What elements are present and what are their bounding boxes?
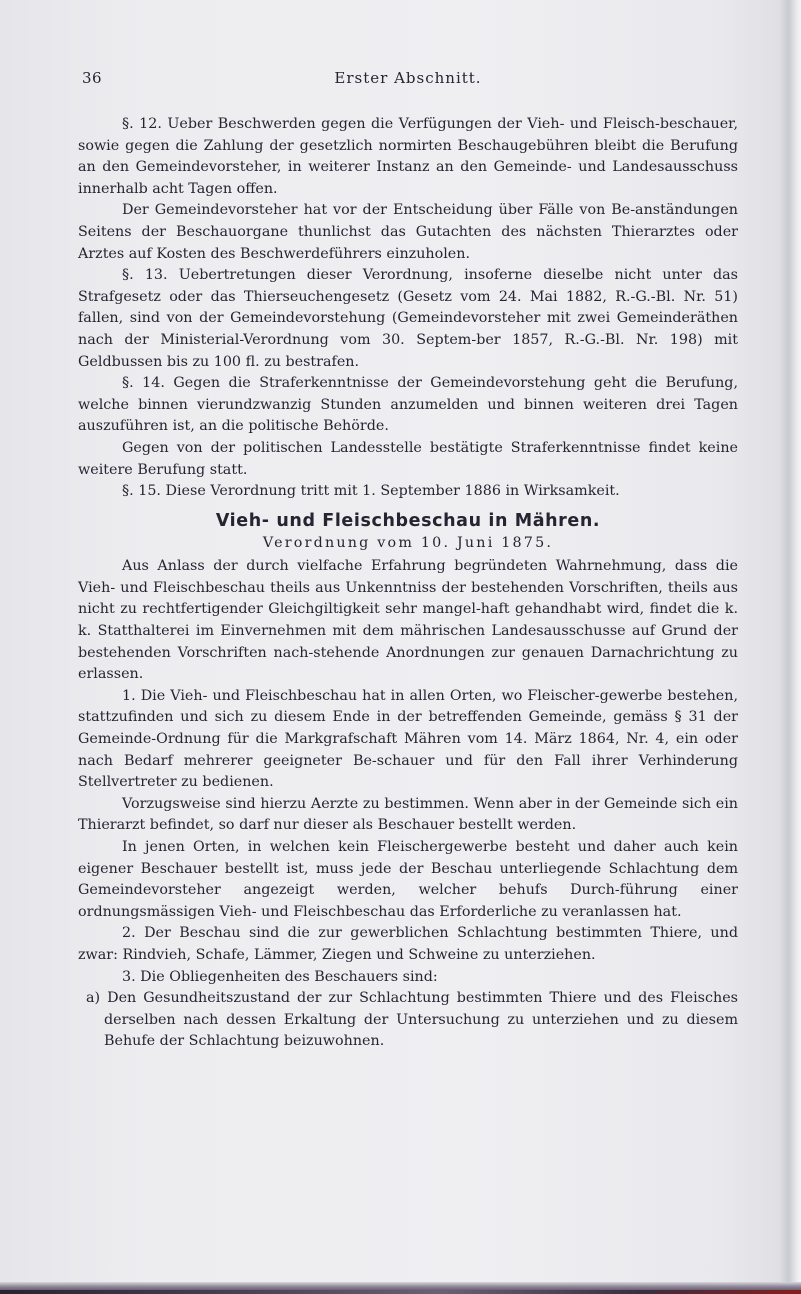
paragraph-item-3a: a) Den Gesundheitszustand der zur Schlachtung bestimmten Thiere und des Fleisches derselben nach dessen Erkaltung der Untersuchung zu unterziehen und zu diesem Behufe der Schlachtung beizuwohnen. [86, 990, 738, 1050]
page-header [78, 68, 738, 94]
paragraph-item-1: 1. Die Vieh- und Fleischbeschau hat in allen Orten, wo Fleischer-gewerbe bestehen, stattzufinden und sich zu diesem Ende in der betreffenden Gemeinde, gemäss § 31 der Gemeinde-Ordnung für die Markgrafschaft Mähren vom 14. März 1864, Nr. 4, ein oder nach Bedarf mehrerer geeigneter Be-schauer und für den Fall ihrer Verhinderung Stellvertreter zu bedienen. [78, 687, 738, 791]
page-number: 36 [82, 69, 103, 87]
paragraph-s15: §. 15. Diese Verordnung tritt mit 1. September 1886 in Wirksamkeit. [122, 483, 620, 500]
section-title: Vieh- und Fleischbeschau in Mähren. [215, 510, 601, 531]
paragraph-item-3: 3. Die Obliegenheiten des Beschauers sind: [122, 968, 438, 985]
page-content [78, 68, 738, 1053]
paragraph-s12: §. 12. Ueber Beschwerden gegen die Verfügungen der Vieh- und Fleisch-beschauer, sowie gegen die Zahlung der gesetzlich normirten Beschaugebühren bleibt die Berufung an den Gemeindevorsteher, in weiterer Instanz an den Gemeinde- und Landesausschuss innerhalb acht Tagen offen. [78, 116, 738, 197]
binding-accent [0, 1290, 801, 1294]
paragraph-s14-cont: Gegen von der politischen Landesstelle bestätigte Straferkenntnisse findet keine weitere Berufung statt. [78, 439, 738, 478]
paragraph-preamble: Aus Anlass der durch vielfache Erfahrung begründeten Wahrnehmung, dass die Vieh- und Fleischbeschau theils aus Unkenntniss der bestehenden Vorschriften, theils aus nicht zu rechtfertigender Gleichgiltigkeit sehr mangel-haft gehandhabt wird, findet die k. k. Statthalterei im Einvernehmen mit dem mährischen Landesausschusse auf Grund der bestehenden Vorschriften nach-stehende Anordnungen zur genauen Darnachrichtung zu erlassen. [78, 558, 738, 683]
paragraph-item-2: 2. Der Beschau sind die zur gewerblichen Schlachtung bestimmten Thiere, und zwar: Rindvieh, Schafe, Lämmer, Ziegen und Schweine zu unterziehen. [78, 925, 738, 963]
paragraph-s13: §. 13. Uebertretungen dieser Verordnung, insoferne dieselbe nicht unter das Strafgesetz oder das Thierseuchengesetz (Gesetz vom 24. Mai 1882, R.-G.-Bl. Nr. 51) fallen, sind von der Gemeindevorstehung (Gemeindevorsteher mit zwei Gemeinderäthen nach der Ministerial-Verordnung vom 30. Septem-ber 1857, R.-G.-Bl. Nr. 198) mit Geldbussen bis zu 100 fl. zu bestrafen. [78, 267, 738, 370]
section-subtitle: Verordnung vom 10. Juni 1875. [262, 534, 554, 551]
page-edge-shadow [779, 0, 801, 1294]
paragraph-item-1-cont: Vorzugsweise sind hierzu Aerzte zu bestimmen. Wenn aber in der Gemeinde sich ein Thierarzt befindet, so darf nur dieser als Beschauer bestellt werden. [78, 795, 738, 834]
paragraph-s12-cont: Der Gemeindevorsteher hat vor der Entscheidung über Fälle von Be-anständungen Seitens der Beschauorgane thunlichst das Gutachten des nächsten Thierarztes oder Arztes auf Kosten des Beschwerdeführers einzuholen. [78, 202, 738, 262]
running-head: Erster Abschnitt. [334, 69, 482, 87]
paragraph-item-1-cont2: In jenen Orten, in welchen kein Fleischergewerbe besteht und daher auch kein eigener Beschauer bestellt ist, muss jede der Beschau unterliegende Schlachtung dem Gemeindevorsteher angezeigt werden, welcher behufs Durch-führung einer ordnungsmässigen Vieh- und Fleischbeschau das Erforderliche zu veranlassen hat. [78, 839, 738, 920]
paragraph-s14: §. 14. Gegen die Straferkenntnisse der Gemeindevorstehung geht die Berufung, welche binnen vierundzwanzig Stunden anzumelden und binnen weiteren drei Tagen auszuführen ist, an die politische Behörde. [78, 375, 738, 435]
